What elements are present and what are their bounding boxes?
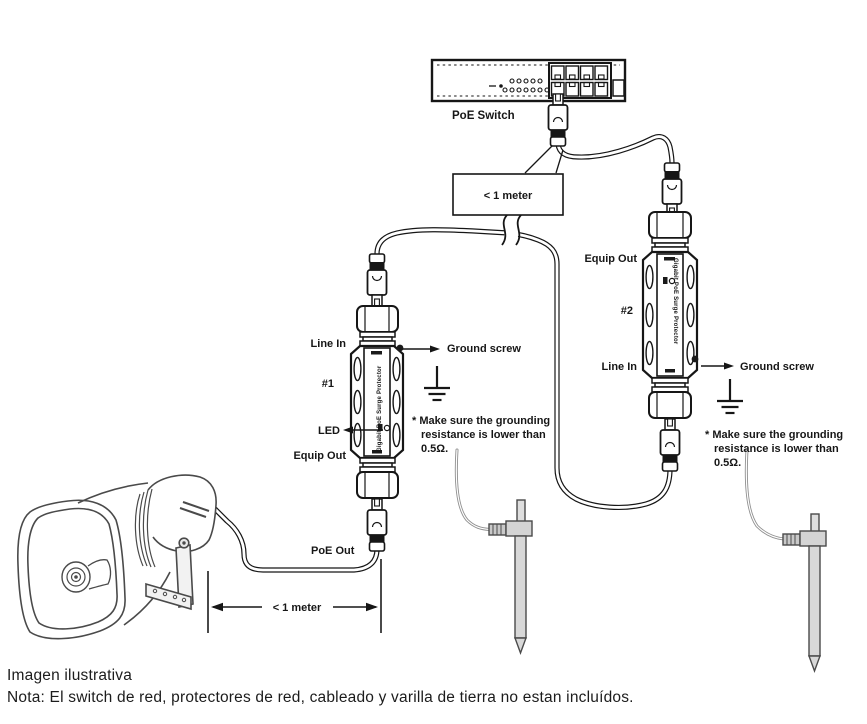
led-indicator xyxy=(384,425,389,430)
protector1-equip-out-label: Equip Out xyxy=(293,450,346,462)
cable-gland-bottom xyxy=(357,472,398,498)
cable-switch-to-protector2 xyxy=(558,137,672,163)
protector2-equip-out-label: Equip Out xyxy=(584,253,637,265)
ground-screw-2 xyxy=(692,356,699,363)
rod-clamp xyxy=(800,531,826,546)
cable-gland-top xyxy=(357,306,398,332)
switch-rj45-port-block xyxy=(549,63,611,98)
protector1-body-label: Gigabit PoE Surge Protector xyxy=(377,365,383,452)
protector-panel xyxy=(657,254,683,376)
meter-callout-text: < 1 meter xyxy=(483,190,533,202)
grounding-note-line2: resistance is lower than xyxy=(714,443,839,455)
earth-ground-icon-left xyxy=(424,366,450,400)
protector2-body-label: Gigabit PoE Surge Protector xyxy=(672,258,678,345)
ground-screw-label-left: Ground screw xyxy=(447,343,521,355)
cable-break-symbol xyxy=(502,215,521,250)
horn-speaker-illustration xyxy=(18,475,216,639)
led-print-mark xyxy=(663,277,668,284)
grounding-note-line1: * Make sure the grounding xyxy=(412,415,551,427)
rj45-plug-protector2-bottom xyxy=(661,419,680,471)
rj45-plug-protector1-top xyxy=(368,254,387,306)
footer-caption: Imagen ilustrativa xyxy=(7,667,133,684)
protector1-number-label: #1 xyxy=(321,378,334,390)
ground-rod-right xyxy=(783,514,826,671)
grounding-note-line2: resistance is lower than xyxy=(421,429,546,441)
cable-gland-bottom xyxy=(649,392,691,418)
arrow-right-icon xyxy=(366,603,378,611)
protector2-number-label: #2 xyxy=(620,305,633,317)
arrow-left-icon xyxy=(343,427,353,434)
arrow-right-icon xyxy=(724,363,734,370)
ground-screw-label-right: Ground screw xyxy=(740,361,814,373)
footer-note: Nota: El switch de red, protectores de red, cableado y varilla de tierra no estan incluídos. xyxy=(7,689,634,706)
rj45-plug-protector1-bottom xyxy=(368,499,387,551)
poe-out-label: PoE Out xyxy=(311,545,355,557)
rj45-plug-protector2-top xyxy=(663,163,682,215)
poe-switch-label: PoE Switch xyxy=(452,110,515,122)
ground-rod-left xyxy=(489,500,532,653)
protector1-led-label: LED xyxy=(318,425,340,437)
protector2-line-in-label: Line In xyxy=(601,361,637,373)
switch-uplink-port xyxy=(613,80,624,96)
earth-ground-icon-right xyxy=(717,379,743,413)
ground-wire-right xyxy=(746,450,784,539)
surge-protector-2 xyxy=(643,212,698,418)
meter-dimension-text: < 1 meter xyxy=(272,602,322,614)
grounding-note-line3: 0.5Ω. xyxy=(421,443,449,455)
cable-gland-top xyxy=(649,212,691,238)
rod-clamp xyxy=(506,521,532,536)
surge-protector-1 xyxy=(351,306,403,498)
protector1-line-in-label: Line In xyxy=(310,338,346,350)
arrow-right-icon xyxy=(430,346,440,353)
cable-to-speaker xyxy=(215,509,377,570)
grounding-note-line1: * Make sure the grounding xyxy=(705,429,844,441)
ground-screw-1 xyxy=(397,345,404,352)
arrow-left-icon xyxy=(211,603,223,611)
grounding-note-left xyxy=(412,415,550,455)
grounding-note-right xyxy=(705,429,843,469)
grounding-note-line3: 0.5Ω. xyxy=(714,457,742,469)
poe-switch-illustration xyxy=(432,60,625,101)
ground-wire-left xyxy=(456,450,490,530)
